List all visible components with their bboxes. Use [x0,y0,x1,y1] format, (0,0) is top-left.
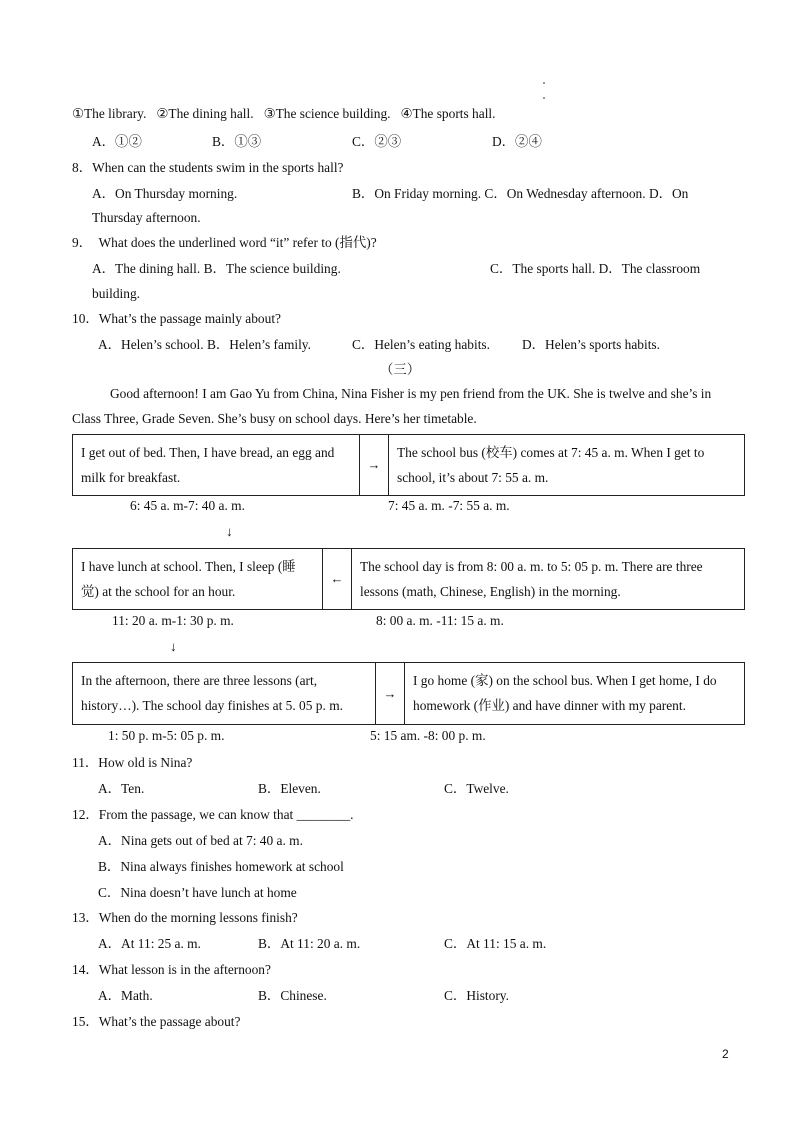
row2-right-line2: lessons (math, Chinese, English) in the morning. [360,584,621,599]
speck-mark [543,97,545,99]
q11-choice-b: B．Eleven. [258,781,321,796]
timetable-row-2 [72,548,745,610]
q10-choice-d: D．Helen’s sports habits. [522,337,660,352]
q13-choice-c: C．At 11: 15 a. m. [444,936,547,951]
q14-choice-b: B．Chinese. [258,988,327,1003]
q10-choice-c: C．Helen’s eating habits. [352,337,490,352]
timetable-row-3 [72,662,745,725]
row2-right-cell [352,549,744,609]
q7-choice-c: C．②③ [352,134,402,149]
q9-choices-cd: C．The sports hall. D．The classroom [490,261,701,276]
q14-question: 14．What lesson is in the afternoon? [72,962,271,977]
row1-left-cell [73,435,359,495]
q7-choice-a: A．①② [92,134,142,149]
row3-time-left: 1: 50 p. m-5: 05 p. m. [108,728,225,743]
q12-choice-b: B．Nina always finishes homework at school [98,859,344,874]
q11-question: 11．How old is Nina? [72,755,193,770]
row1-left-line2: milk for breakfast. [81,470,181,485]
row2-time-right: 8: 00 a. m. -11: 15 a. m. [376,613,504,628]
q12-choice-a: A．Nina gets out of bed at 7: 40 a. m. [98,833,303,848]
row3-time-right: 5: 15 am. -8: 00 p. m. [370,728,486,743]
q7-choice-d: D．②④ [492,134,542,149]
row3-right-line1: I go home (家) on the school bus. When I get home, I do [413,673,717,688]
q8-choice-a: A．On Thursday morning. [92,186,238,201]
q13-question: 13．When do the morning lessons finish? [72,910,298,925]
q8-choices-bcd: B．On Friday morning. C．On Wednesday afternoon. D．On [352,186,689,201]
down-arrow-icon: ↓ [226,524,233,539]
row1-right-line1: The school bus (校车) comes at 7: 45 a. m. When I get to [397,445,705,460]
q15-question: 15．What’s the passage about? [72,1014,241,1029]
q13-choice-b: B．At 11: 20 a. m. [258,936,361,951]
down-arrow-icon: ↓ [170,639,177,654]
row2-time-left: 11: 20 a. m-1: 30 p. m. [112,613,234,628]
q9-question: 9． What does the underlined word “it” refer to (指代)? [72,235,377,250]
q14-choice-a: A．Math. [98,988,153,1003]
row3-right-cell [405,663,744,724]
row2-left-line1: I have lunch at school. Then, I sleep (睡 [81,559,296,574]
q10-choices-ab: A．Helen’s school. B．Helen’s family. [98,337,311,352]
row3-right-line2: homework (作业) and have dinner with my parent. [413,698,686,713]
speck-mark [543,82,545,84]
row1-left-line1: I get out of bed. Then, I have bread, an egg and [81,445,335,460]
row1-right-cell [389,435,744,495]
q8-choice-d-continued: Thursday afternoon. [92,210,201,225]
row3-left-line1: In the afternoon, there are three lessons (art, [81,673,318,688]
q10-question: 10．What’s the passage mainly about? [72,311,281,326]
timetable-row-1 [72,434,745,496]
q7-choice-b: B．①③ [212,134,262,149]
q13-choice-a: A．At 11: 25 a. m. [98,936,201,951]
q8-question: 8．When can the students swim in the sports hall? [72,160,344,175]
row1-time-left: 6: 45 a. m-7: 40 a. m. [130,498,245,513]
row2-left-cell [73,549,322,609]
intro-line-2: Class Three, Grade Seven. She’s busy on school days. Here’s her timetable. [72,411,477,426]
row2-left-line2: 觉) at the school for an hour. [81,584,236,599]
right-arrow-icon: → [375,663,405,724]
row2-right-line1: The school day is from 8: 00 a. m. to 5: 05 p. m. There are three [360,559,703,574]
q12-choice-c: C．Nina doesn’t have lunch at home [98,885,297,900]
page-number: 2 [722,1047,729,1061]
q7-options-line: ①The library. ②The dining hall. ③The science building. ④The sports hall. [72,106,496,121]
q11-choice-a: A．Ten. [98,781,145,796]
q14-choice-c: C．History. [444,988,509,1003]
intro-line-1: Good afternoon! I am Gao Yu from China, Nina Fisher is my pen friend from the UK. She is twelve and she’s in [110,386,712,401]
row3-left-cell [73,663,375,724]
q11-choice-c: C．Twelve. [444,781,509,796]
left-arrow-icon: ← [322,549,352,609]
q9-choice-d-continued: building. [92,286,140,301]
q9-choices-ab: A．The dining hall. B．The science building. [92,261,341,276]
right-arrow-icon: → [359,435,389,495]
row3-left-line2: history…). The school day finishes at 5. 05 p. m. [81,698,343,713]
q12-question: 12．From the passage, we can know that ________. [72,807,354,822]
row1-time-right: 7: 45 a. m. -7: 55 a. m. [388,498,510,513]
row1-right-line2: school, it’s about 7: 55 a. m. [397,470,549,485]
section-title: （三） [380,362,421,377]
